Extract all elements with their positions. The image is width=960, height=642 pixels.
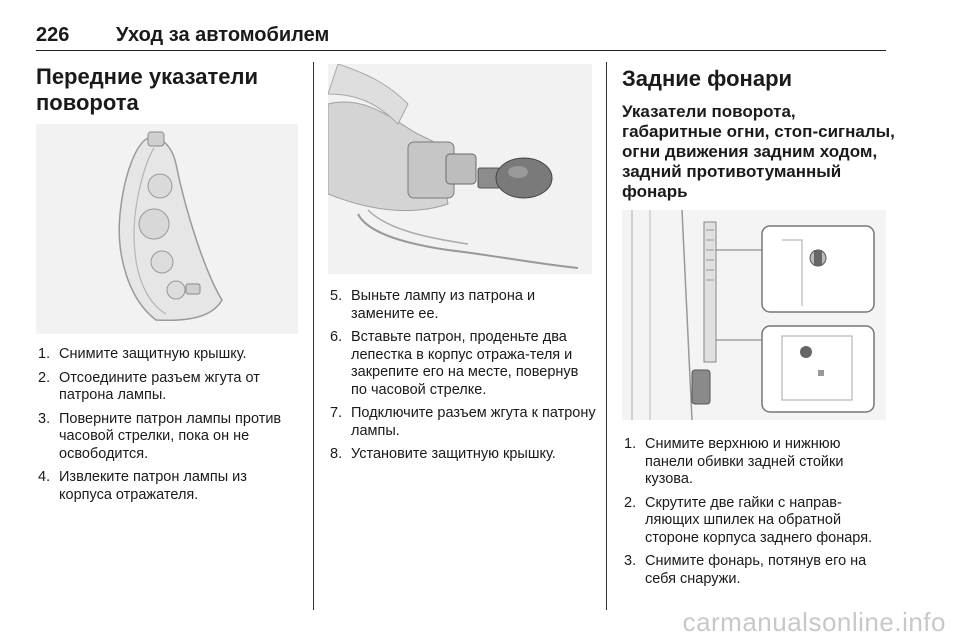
step-text: Снимите защитную крышку. <box>59 346 247 362</box>
step-number: 3. <box>38 410 51 427</box>
step-list-col3 <box>624 436 890 594</box>
step-number: 7. <box>330 405 343 421</box>
subheading-line: габаритные огни, стоп-сигналы, <box>622 122 895 141</box>
step-list-col2 <box>330 288 596 470</box>
step-number: 6. <box>330 329 343 345</box>
list-item <box>624 436 890 489</box>
header-rule <box>36 50 886 51</box>
list-item <box>38 469 300 504</box>
bulb-replacement-illustration-icon <box>328 64 592 274</box>
step-text: Выньте лампу из патрона и замените ее. <box>351 288 536 322</box>
page-number: 226 <box>36 24 70 46</box>
list-item <box>38 370 300 405</box>
step-number: 1. <box>624 436 637 452</box>
figure-rear-pillar <box>622 210 886 420</box>
step-text: Извлеките патрон лампы из корпуса отражателя. <box>59 469 247 503</box>
step-text: Снимите фонарь, потянув его на себя снаружи. <box>645 553 867 587</box>
list-item <box>38 411 300 464</box>
figure-bulb-replacement <box>328 64 592 274</box>
subheading-line: задний противотуманный <box>622 162 842 181</box>
step-number: 2. <box>38 369 51 386</box>
list-item <box>330 405 596 440</box>
watermark: carmanualsonline.info <box>682 607 946 637</box>
section-heading-front-indicators <box>36 64 306 116</box>
running-title: Уход за автомобилем <box>116 24 330 46</box>
subsection-heading-rear-lamps <box>622 102 912 202</box>
step-number: 3. <box>624 553 637 569</box>
step-number: 4. <box>38 469 51 485</box>
subheading-line: фонарь <box>622 182 688 201</box>
list-item <box>330 329 596 399</box>
section-heading-rear-lamps: Задние фонари <box>622 66 793 91</box>
list-item <box>624 495 890 548</box>
headlamp-illustration-icon <box>36 124 298 334</box>
step-text: Отсоедините разъем жгута от патрона лампы. <box>59 369 260 403</box>
list-item <box>330 446 596 464</box>
subheading-line: Указатели поворота, <box>622 102 796 121</box>
rear-pillar-illustration-icon <box>622 210 886 420</box>
heading-line: поворота <box>36 90 139 115</box>
column-divider-1 <box>313 62 314 610</box>
step-text: Подключите разъем жгута к патрону лампы. <box>351 405 596 439</box>
step-text: Снимите верхнюю и нижнюю панели обивки задней стойки кузова. <box>645 436 844 487</box>
step-text: Вставьте патрон, проденьте два лепестка в корпус отража-теля и закрепите его на месте, повернув по часовой стрелке. <box>351 329 579 398</box>
list-item <box>38 346 300 364</box>
step-text: Установите защитную крышку. <box>351 446 556 462</box>
list-item <box>330 288 596 323</box>
subheading-line: огни движения задним ходом, <box>622 142 878 161</box>
heading-line: Передние указатели <box>36 64 258 89</box>
column-divider-2 <box>606 62 607 610</box>
step-number: 5. <box>330 288 343 304</box>
step-text: Поверните патрон лампы против часовой стрелки, пока он не освободится. <box>59 410 282 462</box>
list-item <box>624 553 890 588</box>
step-number: 2. <box>624 494 637 511</box>
step-number: 1. <box>38 346 51 362</box>
step-list-col1 <box>38 346 300 510</box>
figure-headlamp <box>36 124 298 334</box>
step-number: 8. <box>330 446 343 462</box>
step-text: Скрутите две гайки с направ-ляющих шпилек на обратной стороне корпуса заднего фонаря. <box>645 494 873 546</box>
